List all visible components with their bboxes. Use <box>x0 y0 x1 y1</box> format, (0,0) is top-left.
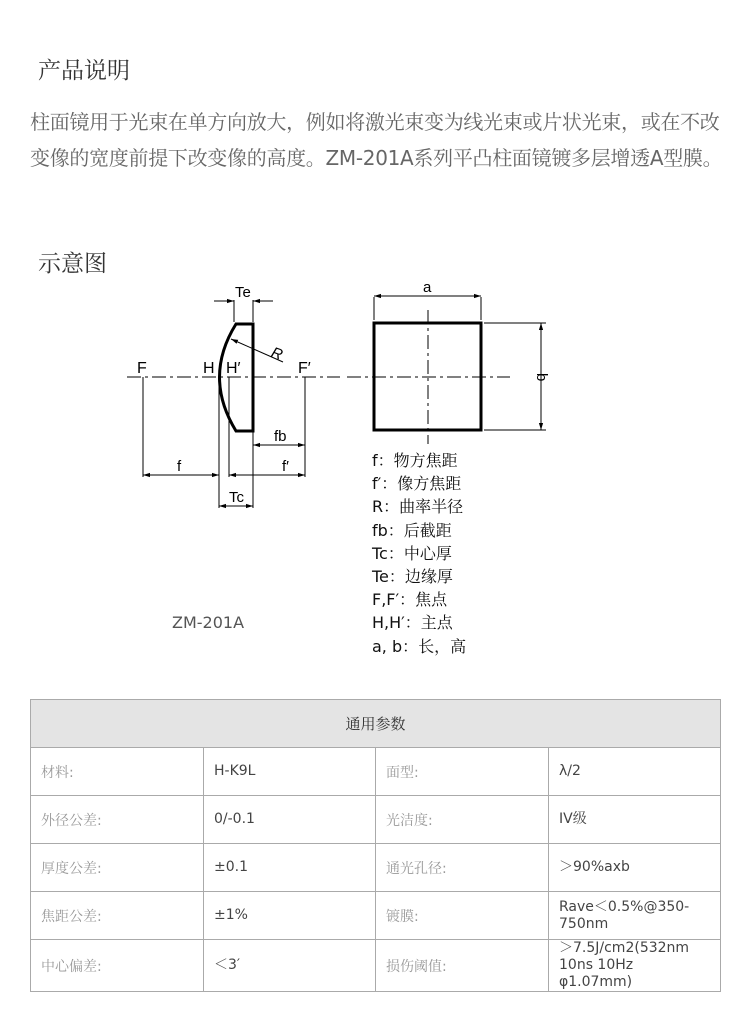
label-te: Te <box>235 284 251 301</box>
diagram-caption: ZM-201A <box>172 613 245 632</box>
param-label: 外径公差: <box>31 796 204 844</box>
param-label: 中心偏差: <box>31 940 204 992</box>
legend-item: a, b：长，高 <box>372 636 467 656</box>
table-row <box>31 844 721 892</box>
param-label: 厚度公差: <box>31 844 204 892</box>
table-row <box>31 892 721 940</box>
param-label: 损伤阈值: <box>376 940 549 992</box>
label-h: H <box>203 360 215 377</box>
legend-item: Te：边缘厚 <box>372 567 453 587</box>
diagram-legend <box>372 449 466 658</box>
param-value: IV级 <box>549 796 721 844</box>
table-row <box>31 748 721 796</box>
label-f-prime: f′ <box>282 458 289 475</box>
legend-item: fb：后截距 <box>372 520 452 540</box>
description-text: 柱面镜用于光束在单方向放大，例如将激光束变为线光束或片状光束，或在不改变像的宽度前提下改变像的高度。ZM-201A系列平凸柱面镜镀多层增透A型膜。 <box>30 110 723 170</box>
param-value: Rave＜0.5%@350-750nm <box>549 892 721 940</box>
label-f: f <box>177 458 182 475</box>
param-value: ±0.1 <box>204 844 376 892</box>
legend-item: Tc：中心厚 <box>372 543 452 563</box>
label-a: a <box>423 280 432 296</box>
table-row <box>31 796 721 844</box>
param-label: 面型: <box>376 748 549 796</box>
label-r: R <box>268 344 285 364</box>
legend-item: R：曲率半径 <box>372 497 464 517</box>
params-table <box>30 699 721 992</box>
param-label: 材料: <box>31 748 204 796</box>
param-value: 0/-0.1 <box>204 796 376 844</box>
param-label: 焦距公差: <box>31 892 204 940</box>
param-value: ＞90%axb <box>549 844 721 892</box>
legend-item: f′：像方焦距 <box>372 474 462 494</box>
legend-item: H,H′：主点 <box>372 613 453 633</box>
section-title-diagram: 示意图 <box>38 251 107 277</box>
label-f-prime-point: F′ <box>298 360 311 377</box>
param-value: ＜3′ <box>204 940 376 992</box>
param-label: 通光孔径: <box>376 844 549 892</box>
legend-item: f：物方焦距 <box>372 451 458 470</box>
param-value: λ/2 <box>549 748 721 796</box>
label-tc: Tc <box>229 489 244 506</box>
label-fb: fb <box>274 428 287 445</box>
param-value: H-K9L <box>204 748 376 796</box>
label-f-point: F <box>137 360 147 377</box>
table-row <box>31 940 721 992</box>
legend-item: F,F′：焦点 <box>372 590 448 610</box>
param-value: ＞7.5J/cm2(532nm 10ns 10Hz φ1.07mm) <box>549 940 721 992</box>
section-title-description: 产品说明 <box>38 58 130 84</box>
table-title: 通用参数 <box>31 700 721 748</box>
param-label: 镀膜: <box>376 892 549 940</box>
param-value: ±1% <box>204 892 376 940</box>
label-b: b <box>533 373 550 382</box>
param-label: 光洁度: <box>376 796 549 844</box>
label-h-prime: H′ <box>226 360 241 377</box>
